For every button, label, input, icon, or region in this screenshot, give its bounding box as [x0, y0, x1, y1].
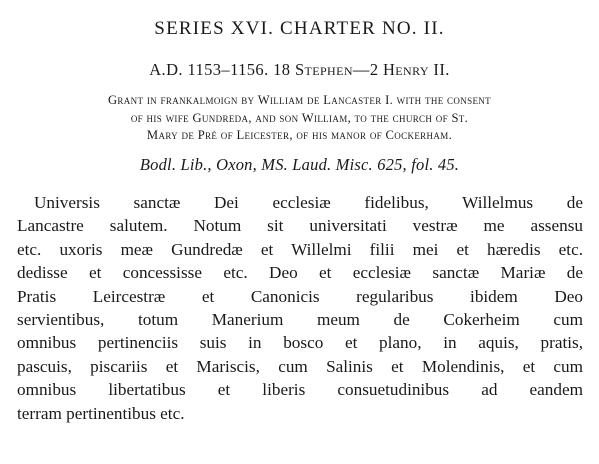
charter-line: pascuis, piscariis et Mariscis, cum Salinis et Molendinis, et cum — [17, 356, 583, 376]
charter-line: terram pertinentibus etc. — [17, 403, 185, 423]
charter-line: dedisse et concessisse etc. Deo et ecclesiæ sanctæ Mariæ de — [17, 263, 583, 283]
grant-line: Grant in frankalmoign by William de Lancaster I. with the consent — [107, 93, 491, 107]
date-line: A.D. 1153–1156. 18 Stephen—2 Henry II. — [149, 60, 450, 79]
grant-line: of his wife Gundreda, and son William, to the church of St. — [130, 110, 469, 125]
charter-line: omnibus pertinenciis suis in bosco et plano, in aquis, pratis, — [17, 333, 583, 353]
source-citation: Bodl. Lib., Oxon, MS. Laud. Misc. 625, fol. 45. — [139, 155, 460, 174]
grant-summary — [16, 92, 583, 145]
grant-line: Mary de Pré of Leicester, of his manor of Cockerham. — [146, 128, 453, 142]
charter-line: Pratis Leircestræ et Canonicis regularibus ibidem Deo — [17, 286, 583, 306]
charter-line: Universis sanctæ Dei ecclesiæ fidelibus, Willelmus de — [34, 193, 583, 212]
series-charter-heading: SERIES XVI. CHARTER NO. II. — [154, 18, 445, 39]
charter-line: omnibus libertatibus et liberis consuetudinibus ad eandem — [17, 380, 583, 400]
charter-line: etc. uxoris meæ Gundredæ et Willelmi filii mei et hæredis etc. — [17, 239, 583, 259]
charter-line: servientibus, totum Manerium meum de Cokerheim cum — [17, 310, 583, 330]
charter-text — [17, 191, 583, 425]
charter-line: Lancastre salutem. Notum sit universitati vestræ me assensu — [17, 216, 583, 236]
